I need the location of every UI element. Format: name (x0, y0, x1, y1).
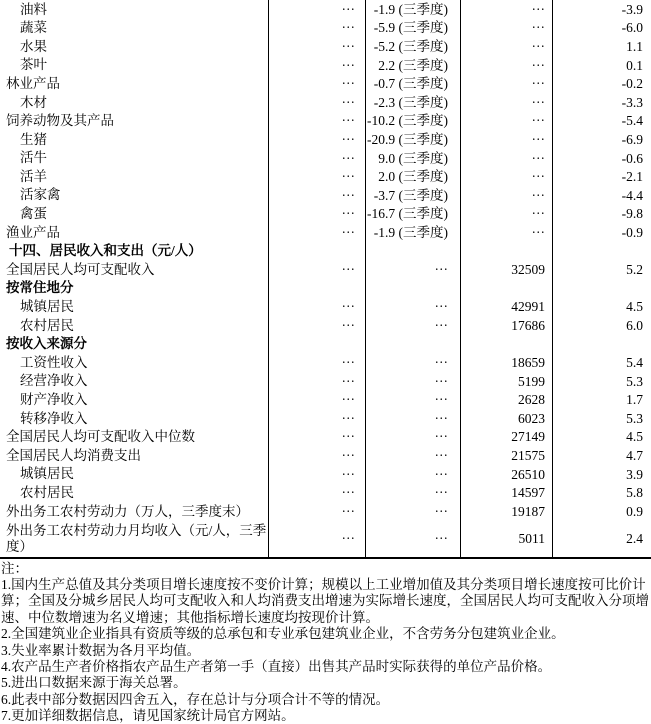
table-row (0, 409, 651, 428)
cell-value-quarter: -16.7 (三季度) (365, 205, 460, 224)
table-row (0, 37, 651, 56)
notes-list (0, 577, 651, 724)
cell-growth: -0.2 (552, 74, 651, 93)
table-row (0, 446, 651, 465)
table-row (0, 279, 651, 298)
cell-growth: 5.3 (552, 372, 651, 391)
table-row (0, 502, 651, 521)
cell-value: 27149 (460, 428, 552, 447)
cell-ellipsis: ··· (268, 56, 365, 75)
cell-value-quarter (365, 279, 460, 298)
cell-value-quarter: -5.9 (三季度) (365, 19, 460, 38)
cell-value-quarter: ··· (365, 465, 460, 484)
cell-ellipsis: ··· (268, 149, 365, 168)
cell-ellipsis: ··· (268, 112, 365, 131)
cell-value-quarter: -1.9 (三季度) (365, 223, 460, 242)
cell-value: 19187 (460, 502, 552, 521)
cell-value-quarter: ··· (365, 446, 460, 465)
cell-value: 32509 (460, 260, 552, 279)
cell-value (460, 279, 552, 298)
cell-ellipsis: ··· (268, 37, 365, 56)
cell-ellipsis: ··· (268, 260, 365, 279)
cell-value: 5199 (460, 372, 552, 391)
table-row (0, 93, 651, 112)
row-label: 渔业产品 (6, 224, 60, 240)
cell-value: 42991 (460, 298, 552, 317)
cell-growth: 6.0 (552, 316, 651, 335)
cell-ellipsis: ··· (268, 298, 365, 317)
row-label: 全国居民人均可支配收入中位数 (6, 429, 195, 445)
cell-value: ··· (460, 37, 552, 56)
row-label: 农村居民 (20, 317, 74, 333)
cell-ellipsis: ··· (268, 205, 365, 224)
cell-ellipsis (268, 335, 365, 354)
row-label: 活家禽 (20, 187, 61, 203)
row-label: 工资性收入 (20, 354, 88, 370)
cell-ellipsis: ··· (268, 130, 365, 149)
row-label: 茶叶 (20, 57, 47, 73)
cell-ellipsis: ··· (268, 465, 365, 484)
table-row (0, 19, 651, 38)
row-label: 饲养动物及其产品 (6, 113, 114, 129)
row-label: 蔬菜 (20, 20, 47, 36)
table-row (0, 390, 651, 409)
cell-growth: -9.8 (552, 205, 651, 224)
cell-value: ··· (460, 112, 552, 131)
cell-ellipsis (268, 242, 365, 261)
cell-ellipsis: ··· (268, 390, 365, 409)
note-item: 6.此表中部分数据因四舍五入，存在总计与分项合计不等的情况。 (1, 691, 390, 707)
cell-ellipsis: ··· (268, 409, 365, 428)
cell-value: ··· (460, 19, 552, 38)
note-item: 3.失业率累计数据为各月平均值。 (1, 642, 201, 658)
cell-value: 18659 (460, 353, 552, 372)
cell-growth: 5.2 (552, 260, 651, 279)
table-row (0, 483, 651, 502)
row-label: 农村居民 (20, 484, 74, 500)
table-row (0, 186, 651, 205)
cell-value: ··· (460, 223, 552, 242)
cell-growth: -4.4 (552, 186, 651, 205)
row-label: 十四、居民收入和支出（元/人） (9, 243, 202, 259)
cell-growth: 1.1 (552, 37, 651, 56)
table-row (0, 372, 651, 391)
cell-value: ··· (460, 93, 552, 112)
cell-growth (552, 279, 651, 298)
cell-growth: 2.4 (552, 521, 651, 557)
cell-growth: 4.5 (552, 298, 651, 317)
table-row (0, 465, 651, 484)
row-label: 活牛 (20, 150, 47, 166)
cell-value-quarter: ··· (365, 483, 460, 502)
cell-ellipsis: ··· (268, 186, 365, 205)
cell-value-quarter: 2.0 (三季度) (365, 167, 460, 186)
cell-growth: -0.6 (552, 149, 651, 168)
cell-ellipsis: ··· (268, 446, 365, 465)
table-row (0, 167, 651, 186)
table-row (0, 260, 651, 279)
table-row (0, 149, 651, 168)
table-row (0, 0, 651, 19)
note-item: 2.全国建筑业企业指具有资质等级的总承包和专业承包建筑业企业，不含劳务分包建筑业企业。 (1, 626, 565, 642)
row-label: 外出务工农村劳动力月均收入（元/人，三季度） (6, 523, 267, 554)
cell-value-quarter: -1.9 (三季度) (365, 0, 460, 19)
cell-ellipsis: ··· (268, 483, 365, 502)
cell-ellipsis (268, 279, 365, 298)
cell-value-quarter: ··· (365, 409, 460, 428)
row-label: 经营净收入 (20, 373, 88, 389)
cell-ellipsis: ··· (268, 19, 365, 38)
row-label: 油料 (20, 1, 47, 17)
table-row (0, 223, 651, 242)
cell-growth: 5.8 (552, 483, 651, 502)
cell-growth: -6.0 (552, 19, 651, 38)
cell-ellipsis: ··· (268, 93, 365, 112)
cell-value: ··· (460, 186, 552, 205)
cell-growth: 1.7 (552, 390, 651, 409)
cell-value-quarter: ··· (365, 521, 460, 557)
cell-growth: 5.4 (552, 353, 651, 372)
cell-growth: -3.9 (552, 0, 651, 19)
row-label: 财产净收入 (20, 392, 88, 408)
cell-growth: 5.3 (552, 409, 651, 428)
cell-value-quarter: -2.3 (三季度) (365, 93, 460, 112)
note-item: 4.农产品生产者价格指农产品生产者第一手（直接）出售其产品时实际获得的单位产品价格。 (1, 659, 552, 675)
row-label: 按收入来源分 (6, 336, 87, 352)
cell-value-quarter: -0.7 (三季度) (365, 74, 460, 93)
notes-section (0, 561, 651, 724)
cell-value: ··· (460, 205, 552, 224)
row-label: 按常住地分 (6, 280, 74, 296)
cell-growth: 0.1 (552, 56, 651, 75)
cell-growth (552, 242, 651, 261)
cell-growth: -3.3 (552, 93, 651, 112)
cell-value: ··· (460, 0, 552, 19)
table-row (0, 316, 651, 335)
table-row (0, 428, 651, 447)
row-label: 活羊 (20, 168, 47, 184)
row-label: 城镇居民 (20, 299, 74, 315)
cell-ellipsis: ··· (268, 316, 365, 335)
cell-value-quarter: ··· (365, 372, 460, 391)
table-row (0, 353, 651, 372)
row-label: 木材 (20, 94, 47, 110)
cell-value: 5011 (460, 521, 552, 557)
cell-value-quarter: -5.2 (三季度) (365, 37, 460, 56)
cell-value: 2628 (460, 390, 552, 409)
cell-value-quarter: ··· (365, 260, 460, 279)
cell-value: ··· (460, 167, 552, 186)
cell-growth: 0.9 (552, 502, 651, 521)
cell-value-quarter: ··· (365, 353, 460, 372)
row-label: 全国居民人均可支配收入 (6, 261, 155, 277)
cell-growth: 4.7 (552, 446, 651, 465)
cell-value-quarter: ··· (365, 298, 460, 317)
cell-value (460, 335, 552, 354)
cell-value: 26510 (460, 465, 552, 484)
cell-ellipsis: ··· (268, 502, 365, 521)
table-row (0, 205, 651, 224)
cell-ellipsis: ··· (268, 223, 365, 242)
notes-header: 注： (1, 560, 28, 576)
cell-value: 6023 (460, 409, 552, 428)
note-item: 5.进出口数据来源于海关总署。 (1, 675, 187, 691)
cell-value: 21575 (460, 446, 552, 465)
cell-ellipsis: ··· (268, 372, 365, 391)
cell-value: ··· (460, 149, 552, 168)
cell-value-quarter: 9.0 (三季度) (365, 149, 460, 168)
cell-ellipsis: ··· (268, 353, 365, 372)
row-label: 全国居民人均消费支出 (6, 447, 141, 463)
cell-ellipsis: ··· (268, 521, 365, 557)
cell-value-quarter: ··· (365, 502, 460, 521)
cell-growth (552, 335, 651, 354)
cell-growth: 3.9 (552, 465, 651, 484)
cell-value-quarter: 2.2 (三季度) (365, 56, 460, 75)
cell-value-quarter: ··· (365, 428, 460, 447)
note-item: 7.更加详细数据信息，请见国家统计局官方网站。 (1, 708, 295, 724)
cell-ellipsis: ··· (268, 167, 365, 186)
table-row (0, 298, 651, 317)
cell-ellipsis: ··· (268, 428, 365, 447)
row-label: 林业产品 (6, 75, 60, 91)
row-label: 转移净收入 (20, 410, 88, 426)
cell-value (460, 242, 552, 261)
table-row (0, 521, 651, 557)
table-row (0, 130, 651, 149)
cell-value: ··· (460, 74, 552, 93)
cell-value-quarter: -20.9 (三季度) (365, 130, 460, 149)
table-row (0, 242, 651, 261)
note-item: 1.国内生产总值及其分类项目增长速度按不变价计算；规模以上工业增加值及其分类项目增长速度按可比价计算；全国及分城乡居民人均可支配收入和人均消费支出增速为实际增长速度，全国居民人均可支配收入分项增速、中位数增速为名义增速；其他指标增长速度均按现价计算。 (1, 577, 649, 625)
cell-value: 14597 (460, 483, 552, 502)
cell-value-quarter (365, 335, 460, 354)
cell-value-quarter: -3.7 (三季度) (365, 186, 460, 205)
cell-ellipsis: ··· (268, 74, 365, 93)
cell-ellipsis: ··· (268, 0, 365, 19)
cell-growth: -0.9 (552, 223, 651, 242)
cell-value: 17686 (460, 316, 552, 335)
row-label: 城镇居民 (20, 466, 74, 482)
cell-value-quarter: ··· (365, 390, 460, 409)
cell-growth: 4.5 (552, 428, 651, 447)
cell-value-quarter: ··· (365, 316, 460, 335)
cell-value-quarter (365, 242, 460, 261)
row-label: 外出务工农村劳动力（万人，三季度末） (6, 503, 249, 519)
row-label: 水果 (20, 38, 47, 54)
row-label: 禽蛋 (20, 206, 47, 222)
cell-growth: -2.1 (552, 167, 651, 186)
table-row (0, 56, 651, 75)
cell-growth: -6.9 (552, 130, 651, 149)
row-label: 生猪 (20, 131, 47, 147)
cell-value-quarter: -10.2 (三季度) (365, 112, 460, 131)
table-row (0, 112, 651, 131)
cell-growth: -5.4 (552, 112, 651, 131)
table-row (0, 335, 651, 354)
table-row (0, 74, 651, 93)
cell-value: ··· (460, 56, 552, 75)
cell-value: ··· (460, 130, 552, 149)
